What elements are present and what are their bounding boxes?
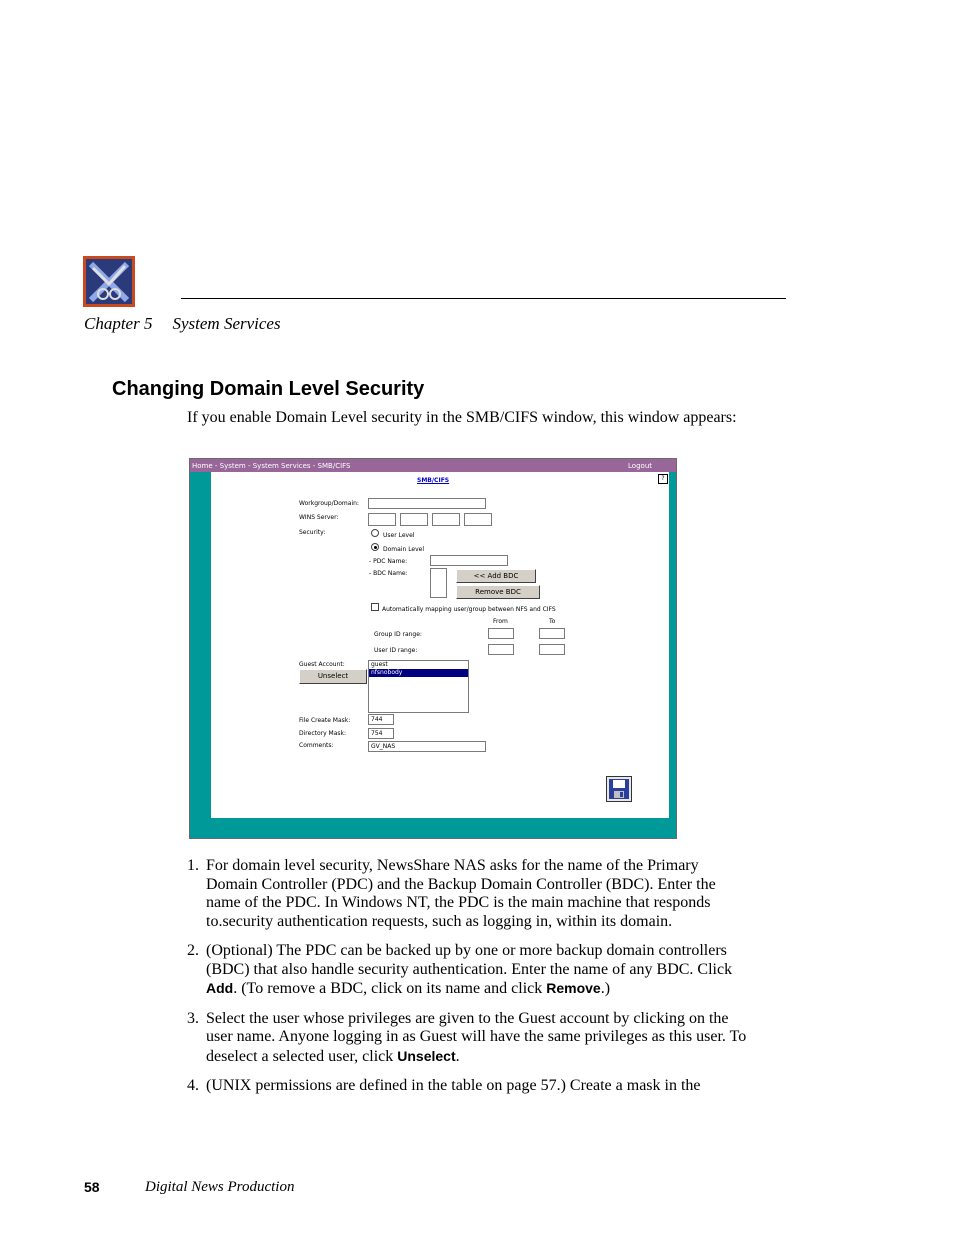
remove-bdc-button[interactable]: Remove BDC bbox=[456, 585, 540, 599]
add-term: Add bbox=[206, 980, 234, 996]
auto-map-label: Automatically mapping user/group between NFS and CIFS bbox=[382, 606, 556, 613]
save-button[interactable] bbox=[606, 776, 632, 802]
floppy-disk-icon bbox=[607, 777, 631, 801]
workgroup-label: Workgroup/Domain: bbox=[299, 500, 359, 507]
user-level-label: User Level bbox=[383, 532, 415, 539]
step-text: (Optional) The PDC can be backed up by one or more backup domain controllers (BDC) that also handle security authentication. Enter the name of any BDC. Click bbox=[206, 942, 733, 978]
auto-map-checkbox[interactable] bbox=[371, 603, 379, 611]
to-header: To bbox=[549, 618, 556, 625]
logout-link[interactable]: Logout bbox=[628, 462, 652, 470]
bdc-list[interactable] bbox=[430, 568, 447, 598]
security-label: Security: bbox=[299, 529, 326, 536]
smb-cifs-window-screenshot bbox=[189, 458, 677, 839]
section-heading: Changing Domain Level Security bbox=[112, 378, 425, 400]
intro-paragraph: If you enable Domain Level security in the SMB/CIFS window, this window appears: bbox=[187, 409, 737, 426]
step-number: 3. bbox=[187, 1009, 199, 1027]
domain-level-radio[interactable] bbox=[371, 543, 379, 551]
group-id-label: Group ID range: bbox=[374, 631, 422, 638]
group-id-to-field[interactable] bbox=[539, 628, 565, 639]
steps-list bbox=[187, 857, 747, 1107]
step-text: (UNIX permissions are defined in the table on page 57.) Create a mask in the bbox=[206, 1077, 701, 1094]
chapter-title: System Services bbox=[172, 314, 281, 333]
group-id-from-field[interactable] bbox=[488, 628, 514, 639]
guest-account-list[interactable] bbox=[368, 660, 469, 713]
running-header bbox=[84, 314, 281, 334]
form-panel bbox=[211, 472, 669, 818]
wins-octet-2[interactable] bbox=[400, 513, 428, 526]
user-level-radio[interactable] bbox=[371, 529, 379, 537]
unselect-term: Unselect bbox=[397, 1047, 456, 1064]
step-number: 2. bbox=[187, 942, 199, 959]
chapter-label: Chapter 5 bbox=[84, 314, 153, 333]
guest-option[interactable]: guest bbox=[371, 661, 388, 668]
guest-account-label: Guest Account: bbox=[299, 661, 345, 668]
step-text-end: .) bbox=[600, 980, 611, 997]
pdc-name-label: - PDC Name: bbox=[369, 558, 408, 565]
film-scissors-logo-icon bbox=[83, 256, 135, 307]
step-number: 4. bbox=[187, 1077, 199, 1094]
remove-term: Remove bbox=[546, 980, 601, 996]
from-header: From bbox=[493, 618, 508, 625]
help-icon[interactable]: ? bbox=[658, 474, 668, 484]
step-3 bbox=[187, 1010, 747, 1067]
comments-field[interactable]: GV_NAS bbox=[368, 741, 486, 752]
unselect-button[interactable]: Unselect bbox=[299, 669, 367, 684]
workgroup-field[interactable] bbox=[368, 498, 486, 509]
step-text: For domain level security, NewsShare NAS asks for the name of the Primary Domain Controller (PDC) and the Backup Domain Controller (BDC). Enter the name of the PDC. In Windows NT, the PDC is the main machine that responds to.security authentication requests, such as logging in, within its domain. bbox=[206, 857, 716, 930]
wins-octet-1[interactable] bbox=[368, 513, 396, 526]
step-text-cont: . (To remove a BDC, click on its name and click bbox=[233, 980, 547, 997]
wins-octet-4[interactable] bbox=[464, 513, 492, 526]
step-1 bbox=[187, 857, 747, 931]
step-number: 1. bbox=[187, 857, 199, 874]
user-id-from-field[interactable] bbox=[488, 644, 514, 655]
header-rule bbox=[181, 298, 786, 299]
book-title: Digital News Production bbox=[145, 1179, 295, 1195]
domain-level-label: Domain Level bbox=[383, 546, 425, 553]
bdc-name-label: - BDC Name: bbox=[369, 570, 408, 577]
breadcrumb: Home - System - System Services - SMB/CIFS bbox=[192, 462, 351, 470]
page-number: 58 bbox=[84, 1179, 100, 1195]
dir-mask-field[interactable]: 754 bbox=[368, 728, 394, 739]
step-4 bbox=[187, 1077, 747, 1096]
add-bdc-button[interactable]: << Add BDC bbox=[456, 569, 536, 583]
user-id-label: User ID range: bbox=[374, 647, 418, 654]
file-mask-label: File Create Mask: bbox=[299, 717, 351, 724]
wins-octet-3[interactable] bbox=[432, 513, 460, 526]
wins-label: WINS Server: bbox=[299, 514, 339, 521]
pdc-name-field[interactable] bbox=[430, 555, 508, 566]
user-id-to-field[interactable] bbox=[539, 644, 565, 655]
step-text-end: . bbox=[455, 1047, 460, 1065]
step-text: Select the user whose privileges are given to the Guest account by clicking on the user name. Anyone logging in as Guest will have the same privileges as this user. To deselect a selected user, click bbox=[206, 1009, 747, 1065]
comments-label: Comments: bbox=[299, 742, 334, 749]
step-2 bbox=[187, 942, 747, 999]
smb-cifs-link[interactable]: SMB/CIFS bbox=[417, 477, 450, 484]
file-mask-field[interactable]: 744 bbox=[368, 714, 394, 725]
guest-option-selected[interactable]: nfsnobody bbox=[369, 669, 468, 677]
dir-mask-label: Directory Mask: bbox=[299, 730, 347, 737]
window-titlebar bbox=[190, 459, 676, 472]
